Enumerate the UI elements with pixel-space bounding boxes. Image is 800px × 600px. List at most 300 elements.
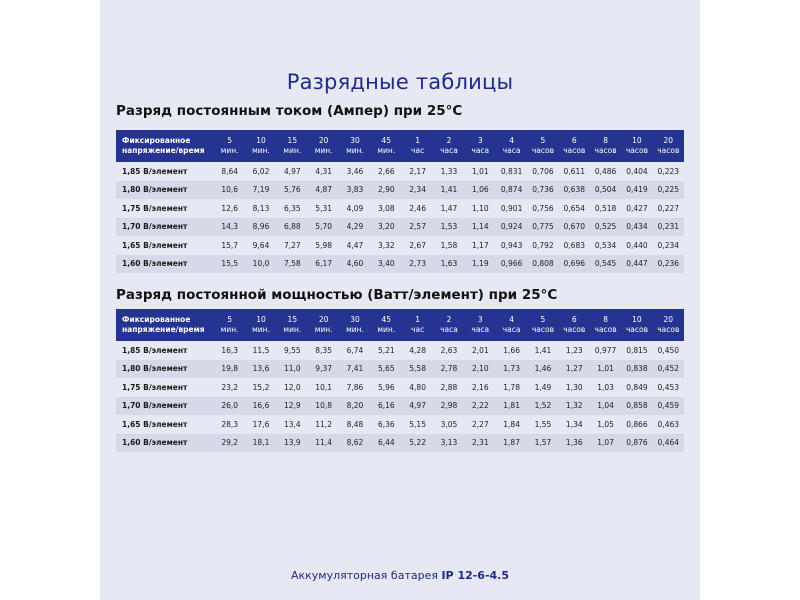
page-title: Разрядные таблицы	[286, 70, 514, 94]
footer-model: IP 12-6-4.5	[441, 569, 510, 582]
value-cell: 0,453	[653, 378, 684, 397]
value-cell: 3,20	[371, 218, 402, 237]
column-header	[559, 130, 590, 162]
column-header-unit: мин.	[377, 325, 396, 334]
value-cell: 1,10	[465, 199, 496, 218]
column-header-unit: мин.	[220, 146, 239, 155]
value-cell: 2,63	[433, 341, 464, 360]
value-cell: 0,223	[653, 162, 684, 181]
value-cell: 1,19	[465, 255, 496, 274]
column-header	[308, 309, 339, 341]
column-header-unit: час	[411, 325, 425, 334]
column-header-unit: часов	[657, 146, 680, 155]
column-header-unit: часа	[502, 325, 521, 334]
row-header-text: напряжение/время	[122, 325, 205, 334]
column-header	[527, 130, 558, 162]
voltage-label-cell: 1,85 В/элемент	[116, 162, 214, 181]
column-header-unit: часов	[531, 325, 555, 334]
value-cell: 9,64	[245, 236, 276, 255]
value-cell: 0,943	[496, 236, 527, 255]
footer-text: Аккумуляторная батарея	[290, 569, 442, 582]
value-cell: 1,32	[559, 397, 590, 416]
value-cell: 0,966	[496, 255, 527, 274]
value-cell: 6,17	[308, 255, 339, 274]
value-cell: 1,53	[433, 218, 464, 237]
value-cell: 0,427	[621, 199, 652, 218]
value-cell: 8,35	[308, 341, 339, 360]
value-cell: 2,98	[433, 397, 464, 416]
column-header-number: 6	[571, 315, 577, 324]
column-header-unit: мин.	[283, 325, 302, 334]
column-header-number: 10	[632, 136, 642, 145]
column-header	[465, 130, 496, 162]
column-header	[527, 309, 558, 341]
value-cell: 4,28	[402, 341, 433, 360]
value-cell: 6,16	[371, 397, 402, 416]
column-header	[245, 130, 276, 162]
column-header	[496, 130, 527, 162]
value-cell: 7,19	[245, 181, 276, 200]
value-cell: 6,44	[371, 434, 402, 453]
value-cell: 4,80	[402, 378, 433, 397]
column-header-unit: мин.	[314, 325, 333, 334]
value-cell: 1,06	[465, 181, 496, 200]
column-header-number: 15	[287, 136, 298, 145]
column-header-number: 15	[287, 315, 298, 324]
column-header	[402, 130, 433, 162]
table-row	[116, 378, 684, 397]
column-header-number: 30	[350, 315, 360, 324]
table-row	[116, 162, 684, 181]
row-header-cell	[116, 130, 214, 162]
value-cell: 8,13	[245, 199, 276, 218]
value-cell: 6,02	[245, 162, 276, 181]
value-cell: 8,62	[339, 434, 370, 453]
value-cell: 5,96	[371, 378, 402, 397]
value-cell: 0,876	[621, 434, 652, 453]
column-header-unit: часа	[440, 325, 458, 334]
value-cell: 10,1	[308, 378, 339, 397]
value-cell: 1,84	[496, 415, 527, 434]
value-cell: 0,486	[590, 162, 621, 181]
table-row	[116, 236, 684, 255]
column-header-unit: часов	[563, 325, 586, 334]
value-cell: 3,40	[371, 255, 402, 274]
row-header-text: Фиксированное	[122, 136, 191, 145]
value-cell: 0,225	[653, 181, 684, 200]
table-row	[116, 415, 684, 434]
footer-caption	[100, 569, 700, 582]
value-cell: 7,27	[277, 236, 308, 255]
value-cell: 1,66	[496, 341, 527, 360]
column-header-unit: часов	[594, 325, 617, 334]
value-cell: 14,3	[214, 218, 245, 237]
constant-current-table	[116, 130, 684, 273]
value-cell: 3,05	[433, 415, 464, 434]
column-header-number: 10	[256, 315, 266, 324]
value-cell: 13,6	[245, 360, 276, 379]
value-cell: 0,792	[527, 236, 558, 255]
value-cell: 28,3	[214, 415, 245, 434]
value-cell: 5,70	[308, 218, 339, 237]
column-header-number: 5	[227, 315, 233, 324]
value-cell: 6,74	[339, 341, 370, 360]
value-cell: 2,01	[465, 341, 496, 360]
value-cell: 2,27	[465, 415, 496, 434]
value-cell: 0,977	[590, 341, 621, 360]
value-cell: 5,31	[308, 199, 339, 218]
value-cell: 1,33	[433, 162, 464, 181]
column-header-number: 5	[540, 136, 546, 145]
value-cell: 2,22	[465, 397, 496, 416]
value-cell: 4,09	[339, 199, 370, 218]
value-cell: 3,32	[371, 236, 402, 255]
value-cell: 5,98	[308, 236, 339, 255]
column-header-number: 20	[318, 136, 329, 145]
value-cell: 1,36	[559, 434, 590, 453]
value-cell: 1,46	[527, 360, 558, 379]
value-cell: 0,866	[621, 415, 652, 434]
value-cell: 1,55	[527, 415, 558, 434]
column-header	[277, 130, 308, 162]
value-cell: 0,452	[653, 360, 684, 379]
column-header-number: 6	[571, 136, 577, 145]
value-cell: 0,504	[590, 181, 621, 200]
value-cell: 15,7	[214, 236, 245, 255]
column-header	[339, 309, 370, 341]
column-header	[214, 309, 245, 341]
column-header	[371, 309, 402, 341]
column-header-unit: час	[411, 146, 425, 155]
column-header-number: 20	[663, 315, 674, 324]
constant-current-section-title: Разряд постоянным током (Ампер) при 25°C	[116, 103, 463, 119]
value-cell: 0,231	[653, 218, 684, 237]
value-cell: 23,2	[214, 378, 245, 397]
column-header-unit: мин.	[346, 146, 364, 155]
table-header-row	[116, 309, 684, 341]
column-header-number: 5	[540, 315, 546, 324]
value-cell: 1,01	[465, 162, 496, 181]
table-row	[116, 199, 684, 218]
value-cell: 0,236	[653, 255, 684, 274]
value-cell: 10,0	[245, 255, 276, 274]
value-cell: 10,8	[308, 397, 339, 416]
value-cell: 9,55	[277, 341, 308, 360]
table-row	[116, 360, 684, 379]
column-header-unit: мин.	[377, 146, 396, 155]
value-cell: 0,638	[559, 181, 590, 200]
value-cell: 7,58	[277, 255, 308, 274]
column-header-unit: часов	[625, 325, 649, 334]
table-row	[116, 218, 684, 237]
column-header-number: 1	[415, 136, 421, 145]
value-cell: 11,2	[308, 415, 339, 434]
value-cell: 0,447	[621, 255, 652, 274]
column-header	[621, 309, 652, 341]
value-cell: 0,706	[527, 162, 558, 181]
value-cell: 0,464	[653, 434, 684, 453]
value-cell: 1,30	[559, 378, 590, 397]
value-cell: 4,29	[339, 218, 370, 237]
value-cell: 0,736	[527, 181, 558, 200]
column-header-number: 8	[603, 136, 608, 145]
value-cell: 1,87	[496, 434, 527, 453]
value-cell: 5,65	[371, 360, 402, 379]
value-cell: 1,41	[433, 181, 464, 200]
column-header-unit: мин.	[252, 325, 270, 334]
value-cell: 1,47	[433, 199, 464, 218]
voltage-label-cell: 1,60 В/элемент	[116, 434, 214, 453]
value-cell: 11,4	[308, 434, 339, 453]
value-cell: 0,611	[559, 162, 590, 181]
value-cell: 19,8	[214, 360, 245, 379]
column-header	[559, 309, 590, 341]
value-cell: 1,52	[527, 397, 558, 416]
column-header-number: 1	[415, 315, 421, 324]
column-header-number: 4	[509, 136, 514, 145]
value-cell: 0,924	[496, 218, 527, 237]
column-header-number: 8	[603, 315, 608, 324]
value-cell: 1,01	[590, 360, 621, 379]
voltage-label-cell: 1,65 В/элемент	[116, 236, 214, 255]
column-header-unit: часа	[440, 146, 458, 155]
column-header-number: 5	[227, 136, 233, 145]
column-header-number: 3	[477, 315, 483, 324]
column-header	[465, 309, 496, 341]
value-cell: 1,78	[496, 378, 527, 397]
value-cell: 0,901	[496, 199, 527, 218]
value-cell: 0,534	[590, 236, 621, 255]
value-cell: 0,775	[527, 218, 558, 237]
value-cell: 1,57	[527, 434, 558, 453]
value-cell: 9,37	[308, 360, 339, 379]
value-cell: 0,654	[559, 199, 590, 218]
value-cell: 1,04	[590, 397, 621, 416]
value-cell: 8,64	[214, 162, 245, 181]
value-cell: 0,815	[621, 341, 652, 360]
column-header	[339, 130, 370, 162]
value-cell: 0,525	[590, 218, 621, 237]
value-cell: 12,0	[277, 378, 308, 397]
value-cell: 4,60	[339, 255, 370, 274]
column-header	[433, 309, 464, 341]
column-header-unit: мин.	[314, 146, 333, 155]
voltage-label-cell: 1,75 В/элемент	[116, 378, 214, 397]
value-cell: 16,3	[214, 341, 245, 360]
column-header	[371, 130, 402, 162]
value-cell: 2,88	[433, 378, 464, 397]
value-cell: 4,87	[308, 181, 339, 200]
value-cell: 5,15	[402, 415, 433, 434]
table-row	[116, 341, 684, 360]
value-cell: 0,831	[496, 162, 527, 181]
value-cell: 2,90	[371, 181, 402, 200]
row-header-text: напряжение/время	[122, 146, 205, 155]
column-header	[277, 309, 308, 341]
column-header-number: 2	[446, 136, 452, 145]
column-header-number: 45	[381, 136, 392, 145]
value-cell: 0,227	[653, 199, 684, 218]
value-cell: 16,6	[245, 397, 276, 416]
value-cell: 1,17	[465, 236, 496, 255]
value-cell: 2,73	[402, 255, 433, 274]
value-cell: 3,13	[433, 434, 464, 453]
column-header-unit: часа	[471, 146, 490, 155]
value-cell: 13,4	[277, 415, 308, 434]
column-header	[653, 130, 684, 162]
value-cell: 0,518	[590, 199, 621, 218]
voltage-label-cell: 1,70 В/элемент	[116, 218, 214, 237]
value-cell: 8,20	[339, 397, 370, 416]
value-cell: 0,670	[559, 218, 590, 237]
column-header-unit: часа	[502, 146, 521, 155]
value-cell: 1,34	[559, 415, 590, 434]
value-cell: 0,808	[527, 255, 558, 274]
value-cell: 0,459	[653, 397, 684, 416]
value-cell: 3,83	[339, 181, 370, 200]
column-header-unit: часа	[471, 325, 490, 334]
constant-power-section-title: Разряд постоянной мощностью (Ватт/элемент) при 25°C	[116, 287, 558, 303]
value-cell: 8,96	[245, 218, 276, 237]
column-header	[433, 130, 464, 162]
value-cell: 18,1	[245, 434, 276, 453]
column-header-number: 20	[663, 136, 674, 145]
column-header-number: 2	[446, 315, 452, 324]
column-header-number: 3	[477, 136, 483, 145]
voltage-label-cell: 1,80 В/элемент	[116, 360, 214, 379]
value-cell: 1,63	[433, 255, 464, 274]
column-header-unit: часов	[531, 146, 555, 155]
row-header-cell	[116, 309, 214, 341]
column-header-number: 10	[632, 315, 642, 324]
value-cell: 5,76	[277, 181, 308, 200]
column-header-unit: часов	[625, 146, 649, 155]
value-cell: 4,97	[402, 397, 433, 416]
column-header	[496, 309, 527, 341]
value-cell: 0,434	[621, 218, 652, 237]
value-cell: 0,874	[496, 181, 527, 200]
value-cell: 1,05	[590, 415, 621, 434]
value-cell: 1,49	[527, 378, 558, 397]
value-cell: 0,450	[653, 341, 684, 360]
column-header-number: 10	[256, 136, 266, 145]
voltage-label-cell: 1,60 В/элемент	[116, 255, 214, 274]
value-cell: 0,404	[621, 162, 652, 181]
value-cell: 0,234	[653, 236, 684, 255]
value-cell: 2,67	[402, 236, 433, 255]
value-cell: 1,14	[465, 218, 496, 237]
value-cell: 2,66	[371, 162, 402, 181]
row-header-text: Фиксированное	[122, 315, 191, 324]
value-cell: 1,07	[590, 434, 621, 453]
value-cell: 4,31	[308, 162, 339, 181]
value-cell: 6,35	[277, 199, 308, 218]
value-cell: 26,0	[214, 397, 245, 416]
value-cell: 12,9	[277, 397, 308, 416]
value-cell: 2,10	[465, 360, 496, 379]
value-cell: 0,849	[621, 378, 652, 397]
value-cell: 5,58	[402, 360, 433, 379]
value-cell: 2,46	[402, 199, 433, 218]
column-header	[214, 130, 245, 162]
value-cell: 0,463	[653, 415, 684, 434]
column-header-number: 30	[350, 136, 360, 145]
value-cell: 11,0	[277, 360, 308, 379]
value-cell: 1,81	[496, 397, 527, 416]
datasheet-card	[100, 0, 700, 600]
column-header	[653, 309, 684, 341]
voltage-label-cell: 1,80 В/элемент	[116, 181, 214, 200]
voltage-label-cell: 1,70 В/элемент	[116, 397, 214, 416]
value-cell: 1,23	[559, 341, 590, 360]
value-cell: 2,17	[402, 162, 433, 181]
value-cell: 2,31	[465, 434, 496, 453]
column-header-unit: часов	[594, 146, 617, 155]
value-cell: 2,16	[465, 378, 496, 397]
value-cell: 12,6	[214, 199, 245, 218]
column-header	[402, 309, 433, 341]
table-row	[116, 434, 684, 453]
column-header	[308, 130, 339, 162]
value-cell: 8,48	[339, 415, 370, 434]
constant-power-table	[116, 309, 684, 452]
value-cell: 2,78	[433, 360, 464, 379]
value-cell: 0,440	[621, 236, 652, 255]
value-cell: 11,5	[245, 341, 276, 360]
value-cell: 29,2	[214, 434, 245, 453]
value-cell: 13,9	[277, 434, 308, 453]
value-cell: 0,683	[559, 236, 590, 255]
value-cell: 5,21	[371, 341, 402, 360]
value-cell: 0,838	[621, 360, 652, 379]
value-cell: 15,5	[214, 255, 245, 274]
column-header-unit: часов	[563, 146, 586, 155]
voltage-label-cell: 1,75 В/элемент	[116, 199, 214, 218]
value-cell: 0,545	[590, 255, 621, 274]
value-cell: 10,6	[214, 181, 245, 200]
value-cell: 7,86	[339, 378, 370, 397]
value-cell: 15,2	[245, 378, 276, 397]
value-cell: 17,6	[245, 415, 276, 434]
value-cell: 1,41	[527, 341, 558, 360]
value-cell: 1,03	[590, 378, 621, 397]
value-cell: 2,57	[402, 218, 433, 237]
value-cell: 3,08	[371, 199, 402, 218]
column-header-unit: мин.	[220, 325, 239, 334]
column-header	[621, 130, 652, 162]
table-header-row	[116, 130, 684, 162]
column-header-unit: часов	[657, 325, 680, 334]
column-header	[590, 130, 621, 162]
column-header-number: 20	[318, 315, 329, 324]
column-header-unit: мин.	[346, 325, 364, 334]
value-cell: 1,73	[496, 360, 527, 379]
column-header	[590, 309, 621, 341]
table-row	[116, 255, 684, 274]
value-cell: 0,858	[621, 397, 652, 416]
value-cell: 5,22	[402, 434, 433, 453]
value-cell: 0,419	[621, 181, 652, 200]
column-header-number: 45	[381, 315, 392, 324]
value-cell: 6,88	[277, 218, 308, 237]
voltage-label-cell: 1,85 В/элемент	[116, 341, 214, 360]
value-cell: 1,58	[433, 236, 464, 255]
column-header-unit: мин.	[252, 146, 270, 155]
value-cell: 4,97	[277, 162, 308, 181]
table-row	[116, 397, 684, 416]
voltage-label-cell: 1,65 В/элемент	[116, 415, 214, 434]
value-cell: 4,47	[339, 236, 370, 255]
